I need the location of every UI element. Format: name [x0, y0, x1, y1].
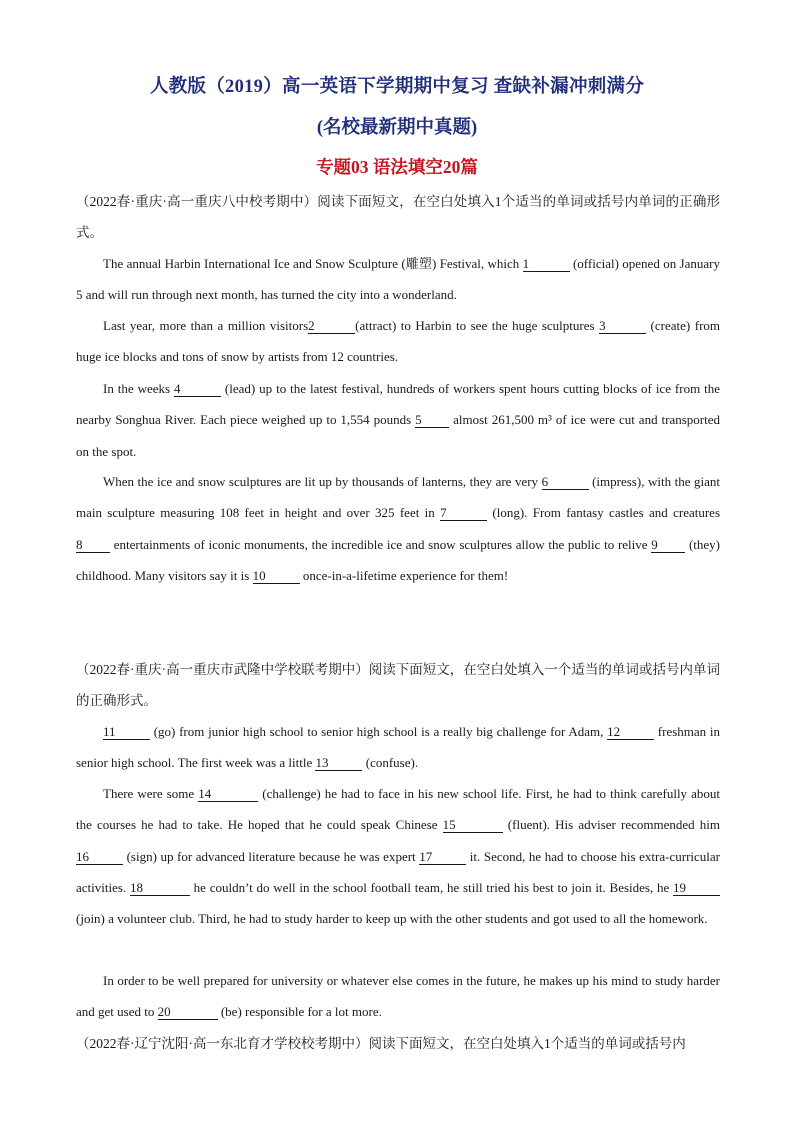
paragraph-text: In the weeks: [103, 381, 174, 396]
passage2-source: （2022春·重庆·高一重庆市武隆中学校联考期中）阅读下面短文，在空白处填入一个适当的单词或括号内单词的正确形式。: [76, 662, 720, 708]
paragraph-text: (impress), with the giant main sculpture measuring 108 feet in height and over 325 feet in: [76, 474, 720, 521]
answer-blank-9[interactable]: 9: [651, 537, 685, 553]
paragraph-text: (they) childhood. Many visitors say it is: [76, 536, 720, 583]
answer-blank-17[interactable]: 17: [419, 849, 466, 865]
passage2-paragraph1: [76, 716, 720, 779]
paragraph-text: Last year, more than a million visitors: [103, 318, 309, 333]
paragraph-text: (sign) up for advanced literature because he was expert: [123, 848, 420, 864]
passage1-paragraph4: [76, 466, 720, 591]
answer-blank-4[interactable]: 4: [174, 381, 221, 397]
paragraph-text: (lead) up to the latest festival, hundreds of workers spent hours cutting blocks of ice from the nearby Songhua River. Each piece weighed up to 1,554 pounds: [76, 381, 720, 428]
paragraph-text: (attract) to Harbin to see the huge sculptures: [355, 318, 600, 333]
paragraph-text: (confuse).: [362, 755, 419, 771]
paragraph-text: In order to be well prepared for university or whatever else comes in the future, he makes up his mind to study harder and get used to: [76, 973, 720, 1020]
paragraph-text: (be) responsible for a lot more.: [217, 1004, 382, 1020]
paragraph-text: (go) from junior high school to senior high school is a really big challenge for Adam,: [150, 724, 608, 739]
paragraph-text: freshman in senior high school. The first week was a little: [76, 724, 720, 771]
passage2-paragraph3: [76, 965, 720, 1028]
topic-heading: 专题03 语法填空20篇: [316, 157, 478, 177]
answer-blank-10[interactable]: 10: [253, 568, 300, 584]
answer-blank-15[interactable]: 15: [443, 817, 503, 833]
paragraph-text: (challenge) he had to face in his new school life. First, he had to think carefully about the courses he had to take. He hoped that he could speak Chinese: [76, 786, 721, 833]
answer-blank-11[interactable]: 11: [103, 724, 150, 740]
document-title: 人教版（2019）高一英语下学期期中复习 查缺补漏冲刺满分: [149, 77, 645, 97]
paragraph-text: (official) opened on January 5 and will run through next month, has turned the city into a wonderland.: [76, 256, 720, 303]
answer-blank-12[interactable]: 12: [607, 724, 654, 740]
paragraph-text: it. Second, he had to choose his extra-curricular activities.: [76, 848, 720, 895]
answer-blank-5[interactable]: 5: [415, 412, 449, 428]
passage1-paragraph2: [76, 310, 720, 373]
paragraph-text: The annual Harbin International Ice and Snow Sculpture (雕塑) Festival, which: [103, 256, 523, 271]
paragraph-text: When the ice and snow sculptures are lit up by thousands of lanterns, they are very: [103, 474, 542, 489]
passage1-paragraph1: [76, 248, 720, 311]
paragraph-text: he couldn’t do well in the school football team, he still tried his best to join it. Besides, he: [189, 879, 673, 895]
paragraph-text: entertainments of iconic monuments, the incredible ice and snow sculptures allow the public to relive: [110, 536, 652, 552]
passage1-paragraph3: [76, 373, 720, 467]
answer-blank-7[interactable]: 7: [440, 505, 487, 521]
answer-blank-18[interactable]: 18: [130, 880, 190, 896]
answer-blank-8[interactable]: 8: [76, 537, 110, 553]
paragraph-text: (long). From fantasy castles and creatures: [487, 505, 720, 521]
answer-blank-6[interactable]: 6: [542, 474, 589, 490]
answer-blank-16[interactable]: 16: [76, 849, 123, 865]
document-subtitle: (名校最新期中真题): [316, 118, 478, 138]
paragraph-text: (join) a volunteer club. Third, he had to study harder to keep up with the other students and got used to all the homework.: [76, 911, 708, 927]
paragraph-text: (fluent). His adviser recommended him: [502, 817, 721, 833]
answer-blank-19[interactable]: 19: [673, 880, 720, 896]
passage2-paragraph2: [76, 778, 720, 934]
paragraph-text: almost 261,500 m³ of ice were cut and transported on the spot.: [76, 412, 720, 459]
answer-blank-2[interactable]: 2: [308, 318, 355, 334]
answer-blank-3[interactable]: 3: [599, 318, 646, 334]
paragraph-text: once-in-a-lifetime experience for them!: [299, 567, 509, 583]
passage1-source: （2022春·重庆·高一重庆八中校考期中）阅读下面短文，在空白处填入1个适当的单词或括号内单词的正确形式。: [76, 194, 720, 240]
passage3-source: （2022春·辽宁沈阳·高一东北育才学校校考期中）阅读下面短文，在空白处填入1个适当的单词或括号内: [76, 1036, 686, 1051]
paragraph-text: (create) from huge ice blocks and tons of snow by artists from 12 countries.: [76, 318, 721, 365]
answer-blank-14[interactable]: 14: [198, 786, 258, 802]
answer-blank-20[interactable]: 20: [158, 1004, 218, 1020]
answer-blank-13[interactable]: 13: [315, 755, 362, 771]
answer-blank-1[interactable]: 1: [523, 256, 570, 272]
paragraph-text: There were some: [103, 786, 199, 801]
